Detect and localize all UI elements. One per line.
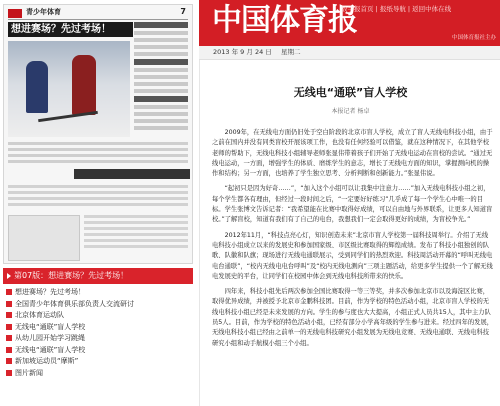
site-logo[interactable]: 中国体育报 bbox=[212, 3, 357, 38]
thumbnail-bottom-lines bbox=[84, 215, 188, 259]
list-item[interactable] bbox=[3, 310, 193, 322]
left-column bbox=[0, 0, 199, 406]
bullet-icon bbox=[6, 358, 12, 364]
article-title: 无线电“通联”盲人学校 bbox=[293, 86, 408, 99]
arrow-right-icon bbox=[7, 273, 11, 279]
list-item-link[interactable]: 想进赛场？先过考场！ bbox=[15, 288, 85, 296]
list-item[interactable] bbox=[3, 322, 193, 334]
bullet-icon bbox=[6, 347, 12, 353]
list-item[interactable] bbox=[3, 356, 193, 368]
thumbnail-photo bbox=[8, 41, 130, 137]
list-item[interactable] bbox=[3, 345, 193, 357]
bullet-icon bbox=[6, 301, 12, 307]
thumbnail-headline: 想进赛场？先过考场！ bbox=[8, 22, 133, 37]
thumbnail-subheadline bbox=[74, 169, 190, 179]
thumbnail-image-box bbox=[8, 215, 80, 261]
list-item[interactable] bbox=[3, 368, 193, 380]
thumbnail-logo-icon bbox=[8, 9, 22, 18]
page-thumbnail[interactable] bbox=[3, 4, 193, 264]
date-bar bbox=[199, 46, 500, 60]
article-paragraph: 四年来，科技小组先后两次参加全国比赛取得一等三等奖，并多次参加北京市以及海淀区比赛，取得优异成绩，并被授予北京市金鹏科技团。目前，作为学校的特色活动小组，北京市盲人学校的无线电科技小组已经是未来发展的方向。学生的参与度也大大提高，小组正式人员共15人，其中主力队员5人。目前，作为学校的特色活动小组，已经有部分小学高年级的学生参与进来。经过四年的发展，无线电科技小组已经由之前单一的无线电科技研究小组发展为无线电竞赛、无线电通联、无线电科技研究小组和动手航模小组三个小组。 bbox=[212, 288, 494, 347]
list-item[interactable] bbox=[3, 333, 193, 345]
thumbnail-paper-name: 青少年体育 bbox=[26, 8, 61, 16]
bullet-icon bbox=[6, 335, 12, 341]
thumbnail-page-number: 7 bbox=[180, 7, 186, 16]
bullet-icon bbox=[6, 324, 12, 330]
issue-list-title-text: 第07版：想进赛场？先过考场！ bbox=[14, 271, 129, 280]
list-item-link[interactable]: 图片新闻 bbox=[15, 368, 43, 377]
thumbnail-caption-lines bbox=[8, 142, 188, 166]
list-item[interactable] bbox=[3, 299, 193, 311]
list-item-link[interactable]: 无线电“通联”盲人学校 bbox=[15, 322, 86, 331]
article-paragraph: 2012年11月，“科技点亮心灯，知识创造未来”北京市盲人学校第一届科技周举行。介绍了无线电科技小组成立以来的发展史和参加国家级、市区级比赛取得的辉煌成绩。发布了科技小组独创的队歌、队徽和队旗；现场进行无线电通联展示，受到同学们的热烈欢迎。科技周活动开幕的“呼叫无线电电台通联”，“校内无线电电台呼叫”及“校内无线电测向”三项主题活动，给更多学生提供一个了解无线电发展史的平台，让同学们在校园中体会到无线电科技所带来的快乐。 bbox=[212, 231, 493, 280]
thumbnail-text-lines bbox=[8, 185, 188, 209]
issue-list-title bbox=[3, 268, 193, 284]
article-byline: 本报记者 杨卓 bbox=[331, 108, 370, 115]
site-header bbox=[199, 0, 500, 46]
bullet-icon bbox=[6, 370, 12, 376]
bullet-icon bbox=[6, 289, 12, 295]
list-item-link[interactable]: 全国青少年体育俱乐部负责人交流研讨 bbox=[15, 299, 134, 308]
list-item-link[interactable]: 北京体育运动队 bbox=[15, 311, 64, 319]
header-nav-links[interactable]: 数字报首页 | 报纸导航 | 返回中体在线 bbox=[341, 5, 452, 13]
bullet-icon bbox=[6, 312, 12, 318]
article-paragraph: 2009年，在无线电方面仍旧处于空白阶段的北京市盲人学校，成立了盲人无线电科技小组，由于之前在国内并没有同类盲校开展该项工作，也没有任何经验可以借鉴，就在这种情况下，在其他学校老师的帮助下，无线电科技小组辅导老师张显伟带着孩子们开始了无线电运动在盲校的尝试。“通过无线电运动，一方面，增强学生的体质、磨练学生的意志，增长了无线电方面的知识，掌握测向机的操作和结构；另一方面，也培养了学生独立思考、分析判断和创新能力。”张显伟说。 bbox=[212, 129, 493, 178]
thumbnail-nameplate bbox=[8, 8, 188, 20]
right-column bbox=[199, 0, 500, 406]
article-panel bbox=[199, 60, 500, 406]
header-tagline: 中国体育报社主办 bbox=[451, 35, 496, 41]
list-item-link[interactable]: 无线电“通联”盲人学校 bbox=[15, 345, 86, 354]
list-item-link[interactable]: 从幼儿园开始学习跳绳 bbox=[15, 334, 85, 342]
issue-date: 2013 年 9 月 24 日 bbox=[213, 48, 272, 56]
issue-article-list bbox=[3, 268, 193, 402]
article-paragraph: “起初只是因为好奇……”，“加入这个小组可以让我集中注意力……”加入无线电科技小组之初，每个学生都各有理由，但经过一段时间之后，“一定要好好练习”几乎成了每一个学生心中唯一的目标。学生张博文告诉记者：“我希望能在比赛中取得好成绩，可以自由地与外界联系，让更多人知道盲校。”了解盲校，知道有我们有了自己的电台，我想我们一定会取得更好的成绩，为盲校争光。” bbox=[212, 185, 493, 224]
article-body bbox=[212, 128, 494, 354]
list-item-link[interactable]: 新加坡运动员“摩斯” bbox=[15, 357, 79, 365]
list-item[interactable] bbox=[3, 287, 193, 299]
thumbnail-side-column bbox=[134, 22, 188, 138]
issue-weekday: 星期二 bbox=[281, 48, 301, 56]
